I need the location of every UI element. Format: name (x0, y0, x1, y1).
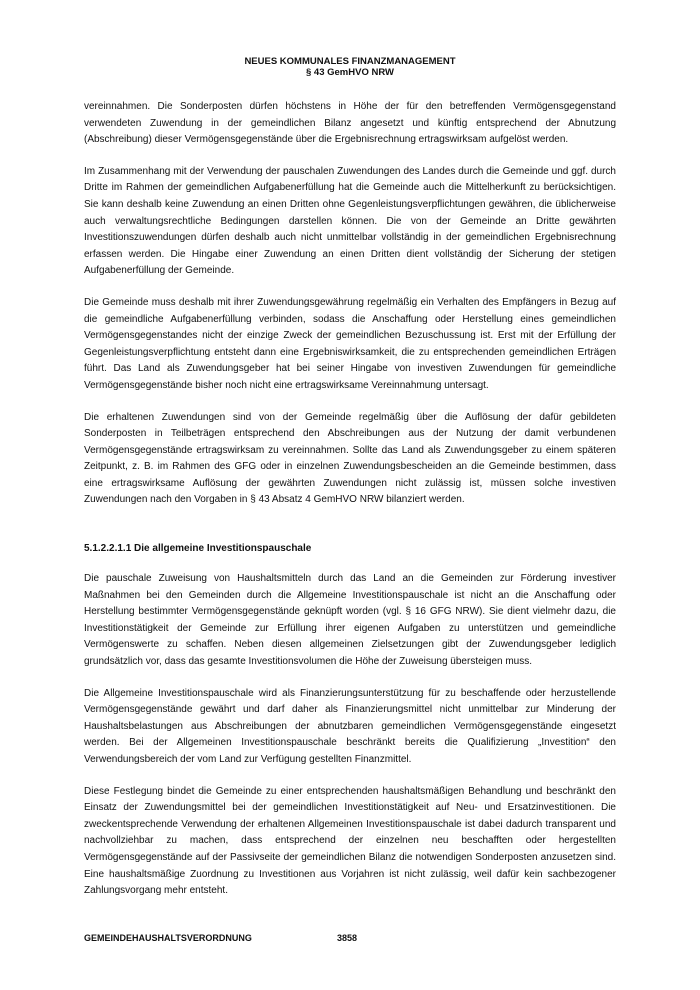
document-body (84, 99, 616, 915)
page-number: 3858 (337, 933, 358, 943)
page-header (0, 56, 700, 78)
header-subtitle: § 43 GemHVO NRW (306, 67, 394, 78)
paragraph: Die Gemeinde muss deshalb mit ihrer Zuwendungsgewährung regelmäßig ein Verhalten des Empfängers in Bezug auf die gemeindliche Aufgabenerfüllung verbinden, sodass die Anschaffung oder Herstellung eines gemeindlichen Vermögensgegenstandes nicht der einzige Zweck der gemeindlichen Bezuschussung ist. Erst mit der Erfüllung der Gegenleistungsverpflichtung entsteht dann eine Ergebniswirksamkeit, die zu entsprechenden gemeindlichen Erträgen führt. Das Land als Zuwendungsgeber hat bei seiner Hingabe von investiven Zuwendungen für gemeindliche Vermögensgegenstände bisher noch nicht eine ertragswirksame Vereinnahmung untersagt. (84, 296, 616, 391)
paragraph: Die erhaltenen Zuwendungen sind von der Gemeinde regelmäßig über die Auflösung der dafür gebildeten Sonderposten in Teilbeträgen entsprechend den Abschreibungen aus der Nutzung der damit verbundenen Vermögensgegenstände ertragswirksam zu vereinnahmen. Sollte das Land als Zuwendungsgeber zu einem späteren Zeitpunkt, z. B. im Rahmen des GFG oder in einzelnen Zuwendungsbescheiden an die Gemeinde bestimmen, dass eine ertragswirksame Auflösung der gewährten Zuwendungen nicht zulässig ist, müssen solche investiven Zuwendungen nach den Vorgaben in § 43 Absatz 4 GemHVO NRW bilanziert werden. (84, 411, 616, 506)
paragraph: vereinnahmen. Die Sonderposten dürfen höchstens in Höhe der für den betreffenden Vermögensgegenstand verwendeten Zuwendung in der gemeindlichen Bilanz angesetzt und künftig entsprechend der Abnutzung (Abschreibung) dieser Vermögensgegenstände über die Ergebnisrechnung ertragswirksam aufgelöst werden. (84, 101, 616, 146)
paragraph: Die pauschale Zuweisung von Haushaltsmitteln durch das Land an die Gemeinden zur Förderung investiver Maßnahmen bei den Gemeinden durch die Allgemeine Investitionspauschale ist nicht an die Anschaffung oder Herstellung bestimmter Vermögensgegenstände geknüpft worden (vgl. § 16 GFG NRW). Sie dient vielmehr dazu, die Investitionstätigkeit der Gemeinde zur Erfüllung ihrer eigenen Aufgaben zu unterstützen und gemeindliche Vermögenswerte zu schaffen. Neben diesen allgemeinen Zielsetzungen gibt der Zuwendungsgeber lediglich grundsätzlich vor, dass das gesamte Investitionsvolumen die Höhe der Zuweisung übersteigen muss. (84, 573, 616, 668)
page-footer (84, 933, 358, 944)
header-title: NEUES KOMMUNALES FINANZMANAGEMENT (244, 56, 456, 67)
paragraph: Die Allgemeine Investitionspauschale wird als Finanzierungsunterstützung für zu beschaffende oder herzustellende Vermögensgegenstände gewährt und darf daher als Finanzierungsmittel nicht unmittelbar zur Minderung der Haushaltsbelastungen aus Abschreibungen der abnutzbaren gemeindlichen Vermögensgegenstände eingesetzt werden. Bei der Allgemeinen Investitionspauschale beschränkt bereits die Qualifizierung „Investition“ den Verwendungsbereich der vom Land zur Verfügung gestellten Finanzmittel. (84, 687, 616, 765)
paragraph: Im Zusammenhang mit der Verwendung der pauschalen Zuwendungen des Landes durch die Gemeinde und ggf. durch Dritte im Rahmen der gemeindlichen Aufgabenerfüllung hat die Gemeinde auch die Mittelherkunft zu berücksichtigen. Sie kann deshalb keine Zuwendung an einen Dritten ohne Gegenleistungsverpflichtungen gewähren, die üblicherweise auch verwaltungsrechtliche Bedingungen darstellen können. Die von der Gemeinde an Dritte gewährten Investitionszuwendungen dürfen deshalb auch nicht unmittelbar vollständig in der gemeindlichen Ergebnisrechnung erfassen werden. Die Hingabe einer Zuwendung an einen Dritten dient vollständig der Sicherung der stetigen Aufgabenerfüllung der Gemeinde. (84, 165, 616, 277)
section-heading: 5.1.2.2.1.1 Die allgemeine Investitionspauschale (84, 543, 312, 555)
paragraph: Diese Festlegung bindet die Gemeinde zu einer entsprechenden haushaltsmäßigen Behandlung und beschränkt den Einsatz der Zuwendungsmittel bei der gemeindlichen Investitionstätigkeit auf Neu- und Ersatzinvestitionen. Die zweckentsprechende Verwendung der erhaltenen Allgemeinen Investitionspauschale ist dabei dadurch transparent und nachvollziehbar zu machen, dass entsprechend der einzelnen neu beschafften oder hergestellten Vermögensgegenstände auf der Passivseite der gemeindlichen Bilanz die notwendigen Sonderposten anzusetzen sind. Eine haushaltsmäßige Zuordnung zu Investitionen aus Vorjahren ist nicht zulässig, weil dafür kein sachbezogener Zahlungsvorgang mehr entsteht. (84, 785, 616, 897)
footer-title: GEMEINDEHAUSHALTSVERORDNUNG (84, 933, 252, 943)
